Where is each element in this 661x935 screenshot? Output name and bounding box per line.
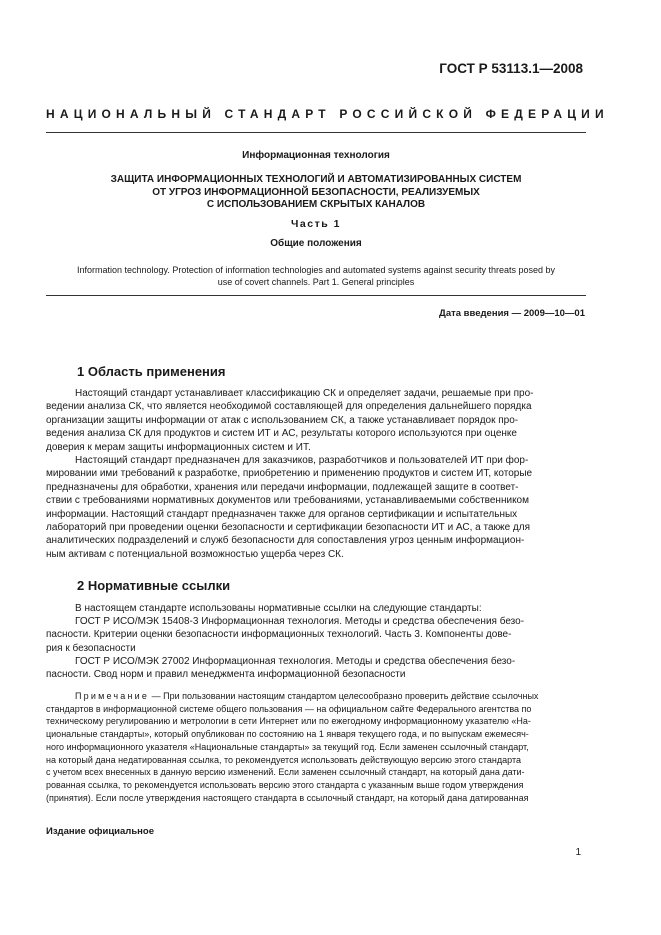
section-heading: 2 Нормативные ссылки xyxy=(77,578,231,593)
section-2-reference-1 xyxy=(46,615,586,655)
text-line: лабораторий при проведении оценки безопасности и сертификации безопасности ИТ и АС, а также для xyxy=(46,522,531,534)
text-line: аналитических подразделений и служб безопасности для сопоставления угроз ценным информацион- xyxy=(46,535,525,547)
text-line: предназначены для обработки, хранения или передачи информации, подлежащей защите в соответ- xyxy=(46,481,519,493)
part-title: Общие положения xyxy=(270,238,362,249)
note-line: (принятия). Если после утверждения настоящего стандарта в ссылочный стандарт, на который дана датированная xyxy=(46,792,529,803)
note-label: Примечание xyxy=(75,691,150,701)
note-text: — При пользовании настоящим стандартом целесообразно проверить действие ссылочных xyxy=(149,691,539,701)
text-line: информации. Настоящий стандарт предназначен также для органов сертификации и испытательных xyxy=(46,508,518,520)
text-line: доверия к мерам защиты информационных систем и ИТ. xyxy=(46,441,311,453)
main-title-line: ЗАЩИТА ИНФОРМАЦИОННЫХ ТЕХНОЛОГИЙ И АВТОМАТИЗИРОВАННЫХ СИСТЕМ xyxy=(110,174,522,185)
text-line: ГОСТ Р ИСО/МЭК 15408-3 Информационная технология. Методы и средства обеспечения безо- xyxy=(75,616,525,627)
text-line: ствии с требованиями нормативных документов или требованиями, устанавливаемыми собственником xyxy=(46,495,529,507)
text-line: Настоящий стандарт устанавливает классификацию СК и определяет задачи, решаемые при про- xyxy=(75,388,534,399)
note-line: техническому регулированию и метрологии в сети Интернет или по ежегодному информационному указателю «На- xyxy=(46,716,531,727)
top-divider xyxy=(46,132,586,133)
category-title: Информационная технология xyxy=(242,150,390,161)
text-line: В настоящем стандарте использованы нормативные ссылки на следующие стандарты: xyxy=(75,603,482,614)
title-divider xyxy=(46,295,586,296)
part-label: Часть 1 xyxy=(291,218,341,230)
text-line: рия к безопасности xyxy=(46,642,136,654)
effective-date: Дата введения — 2009—10—01 xyxy=(439,308,585,319)
note-line: на который дана недатированная ссылка, то рекомендуется использовать действующую версию этого стандарта xyxy=(46,754,521,765)
note-line: стандартов в информационной системе общего пользования — на официальном сайте Федерального агентства по xyxy=(46,703,532,714)
standard-number: ГОСТ Р 53113.1—2008 xyxy=(439,61,583,76)
section-heading: 1 Область применения xyxy=(77,364,226,379)
section-1-paragraph-1 xyxy=(46,387,586,454)
english-title-line: use of covert channels. Part 1. General principles xyxy=(217,277,415,287)
text-line: организации защиты информации от атак с использованием СК, а также устанавливает порядок про- xyxy=(46,414,519,426)
note-line: циональные стандарты», который опубликован по состоянию на 1 января текущего года, и по выпускам ежемесяч- xyxy=(46,729,529,740)
national-standard-banner: НАЦИОНАЛЬНЫЙ СТАНДАРТ РОССИЙСКОЙ ФЕДЕРАЦИИ xyxy=(46,107,609,121)
text-line: ведения анализа СК для продуктов и систем ИТ и АС, результаты которого используются при оценке xyxy=(46,428,517,440)
text-line: Настоящий стандарт предназначен для заказчиков, разработчиков и пользователей ИТ при фор- xyxy=(75,455,529,466)
text-line: ным активам с потенциальной возможностью ущерба через СК. xyxy=(46,548,344,560)
note-block xyxy=(46,690,586,804)
note-line: ного информационного указателя «Национальные стандарты» за текущий год. Если заменен ссылочный стандарт, xyxy=(46,741,529,752)
text-line: ведении анализа СК, что является необходимой составляющей для определения дальнейшего порядка xyxy=(46,401,532,413)
main-title-line: С ИСПОЛЬЗОВАНИЕМ СКРЫТЫХ КАНАЛОВ xyxy=(206,199,426,210)
edition-label: Издание официальное xyxy=(46,826,154,837)
text-line: пасности. Критерии оценки безопасности информационных технологий. Часть 3. Компоненты дове- xyxy=(46,629,512,641)
section-1-paragraph-2 xyxy=(46,454,586,561)
text-line: пасности. Свод норм и правил менеджмента информационной безопасности xyxy=(46,669,406,681)
page-number: 1 xyxy=(575,847,581,858)
main-title-line: ОТ УГРОЗ ИНФОРМАЦИОННОЙ БЕЗОПАСНОСТИ, РЕАЛИЗУЕМЫХ xyxy=(152,186,480,198)
english-title-line: Information technology. Protection of information technologies and automated systems against security threats posed by xyxy=(76,265,556,275)
section-2-reference-2 xyxy=(46,655,586,682)
english-title xyxy=(46,264,586,288)
note-line: с учетом всех внесенных в данную версию изменений. Если заменен ссылочный стандарт, на который дана дати- xyxy=(46,767,525,778)
text-line: ГОСТ Р ИСО/МЭК 27002 Информационная технология. Методы и средства обеспечения безо- xyxy=(75,656,516,667)
section-2-paragraph-1 xyxy=(46,602,586,615)
note-line: рованная ссылка, то рекомендуется использовать версию этого стандарта с указанным выше годом утверждения xyxy=(46,779,524,790)
main-title xyxy=(46,174,586,212)
note-first-line xyxy=(46,690,586,703)
text-line: мировании ими требований к разработке, приобретению и применению продуктов и систем ИТ, которые xyxy=(46,468,533,480)
